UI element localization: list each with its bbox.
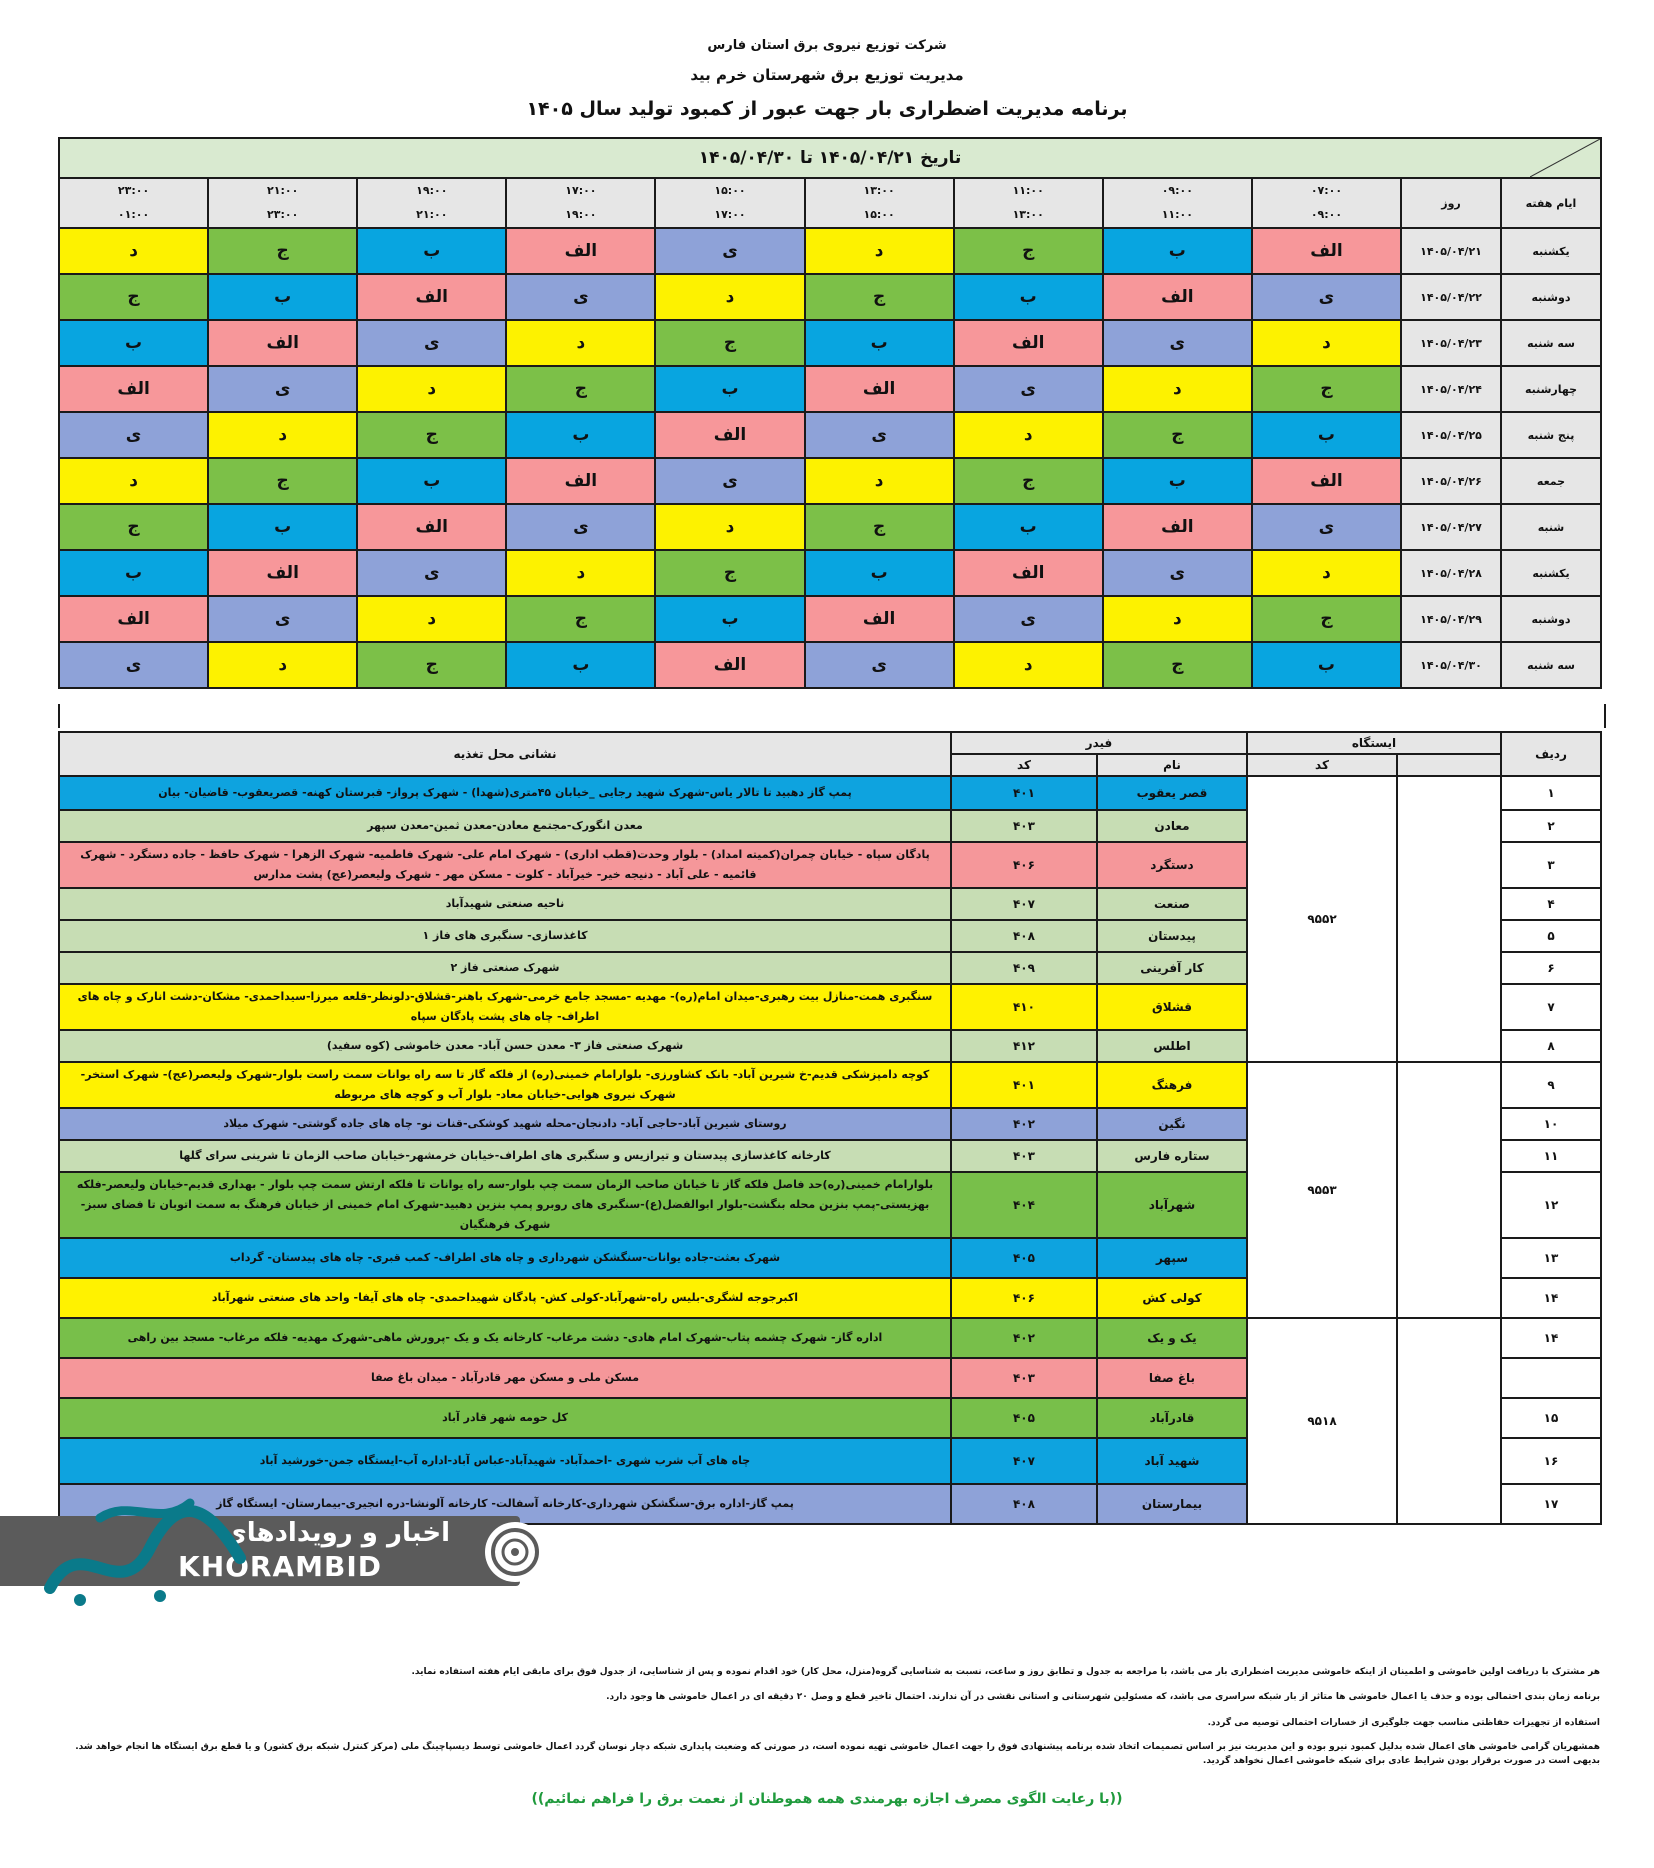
group-cell: ج [1252, 596, 1401, 642]
group-cell: ب [655, 596, 804, 642]
time-slot-header [655, 178, 804, 228]
feeder-code-cell: ۴۰۱ [951, 1062, 1097, 1108]
col-station-code-header: کد [1247, 754, 1397, 776]
station-blank-cell [1397, 1062, 1501, 1318]
feeder-name-cell: شهید آباد [1097, 1438, 1247, 1484]
group-cell: الف [208, 320, 357, 366]
feeder-name-cell: پیدستان [1097, 920, 1247, 952]
group-cell: ب [59, 550, 208, 596]
khorambid-logo-icon [40, 1488, 250, 1608]
group-cell: الف [357, 274, 506, 320]
time-slot-from: ۲۱:۰۰ [267, 184, 299, 197]
group-cell: ی [954, 596, 1103, 642]
group-cell: الف [805, 366, 954, 412]
col-feeder-header: فیدر [951, 732, 1247, 754]
group-cell: ی [357, 320, 506, 366]
feeder-address-cell: شهرک صنعتی فاز ۲ [59, 952, 951, 984]
station-code-cell: ۹۵۵۳ [1247, 1062, 1397, 1318]
schedule-row [59, 274, 1601, 320]
schedule-row [59, 596, 1601, 642]
time-slot-header [1252, 178, 1401, 228]
group-cell: ج [1252, 366, 1401, 412]
time-slot-header [208, 178, 357, 228]
feeder-code-cell: ۴۰۱ [951, 776, 1097, 810]
feeder-address-cell: ناحیه صنعتی شهیدآباد [59, 888, 951, 920]
slogan: ((با رعایت الگوی مصرف اجازه بهرمندی همه هموطنان از نعمت برق را فراهم نمائیم)) [531, 1791, 1123, 1807]
feeder-name-cell: یک و یک [1097, 1318, 1247, 1358]
group-cell: ب [954, 504, 1103, 550]
group-cell: ج [59, 504, 208, 550]
weekday-cell: یکشنبه [1501, 228, 1601, 274]
row-number-cell: ۱۶ [1501, 1438, 1601, 1484]
weekday-cell: سه شنبه [1501, 642, 1601, 688]
time-slot-to: ۱۳:۰۰ [1012, 208, 1044, 221]
feeder-address-cell: کاغذسازی- سنگبری های فاز ۱ [59, 920, 951, 952]
group-cell: د [208, 412, 357, 458]
time-slot-to: ۰۹:۰۰ [1310, 208, 1343, 221]
date-cell: ۱۴۰۵/۰۴/۲۳ [1401, 320, 1501, 366]
group-cell: د [954, 412, 1103, 458]
time-slot-to: ۱۷:۰۰ [714, 208, 746, 221]
col-feeder-code-header: کد [951, 754, 1097, 776]
row-number-cell: ۱۲ [1501, 1172, 1601, 1238]
time-slot-header [1103, 178, 1252, 228]
group-cell: الف [805, 596, 954, 642]
watermark-fa-text: اخبار و رویدادهای [222, 1518, 450, 1548]
time-slot-header [59, 178, 208, 228]
group-cell: ب [805, 320, 954, 366]
feeder-row [59, 776, 1601, 810]
group-cell: ج [208, 458, 357, 504]
feeder-address-cell: سنگبری همت-منازل بیت رهبری-میدان امام(ره)- مهدیه -مسجد جامع خرمی-شهرک باهنر-قشلاق-دلونظر-قلعه میرزا-سیداحمدی- مشکان-دشت انارک و چاه های اطراف- چاه های پشت پادگان سپاه [59, 984, 951, 1030]
group-cell: ج [59, 274, 208, 320]
time-slot-to: ۲۳:۰۰ [267, 208, 299, 221]
group-cell: ی [805, 642, 954, 688]
group-cell: الف [954, 550, 1103, 596]
feeder-address-cell: روستای شیرین آباد-حاجی آباد- دادنجان-محله شهید کوشکی-قنات نو- چاه های جاده گوشتی- شهرک میلاد [59, 1108, 951, 1140]
group-cell: د [805, 458, 954, 504]
schedule-row [59, 550, 1601, 596]
feeder-address-cell: اکبرجوجه لشگری-بلیس راه-شهرآباد-کولی کش- پادگان شهیداحمدی- چاه های آیفا- واحد های صنعتی شهرآباد [59, 1278, 951, 1318]
row-number-cell: ۴ [1501, 888, 1601, 920]
group-cell: د [59, 228, 208, 274]
group-cell: ج [805, 504, 954, 550]
time-slot-to: ۱۱:۰۰ [1161, 208, 1193, 221]
group-cell: ب [506, 642, 655, 688]
row-number-cell: ۹ [1501, 1062, 1601, 1108]
feeder-address-cell: شهرک بعثت-جاده یوانات-سنگشکن شهرداری و چاه های اطراف- کمب قبری- چاه های پیدستان- گرداب [59, 1238, 951, 1278]
group-cell: د [1252, 320, 1401, 366]
feeder-code-cell: ۴۰۴ [951, 1172, 1097, 1238]
feeder-name-cell: کولی کش [1097, 1278, 1247, 1318]
feeder-code-cell: ۴۰۶ [951, 842, 1097, 888]
time-slot-from: ۱۷:۰۰ [565, 184, 597, 197]
col-station-header: ایستگاه [1247, 732, 1501, 754]
group-cell: د [655, 504, 804, 550]
feeder-table [58, 731, 1602, 1525]
feeder-name-cell: قادرآباد [1097, 1398, 1247, 1438]
feeder-name-cell: بیمارستان [1097, 1484, 1247, 1524]
col-address-header: نشانی محل تغذیه [59, 732, 951, 776]
group-cell: د [357, 366, 506, 412]
group-cell: ب [805, 550, 954, 596]
feeder-name-cell: سپهر [1097, 1238, 1247, 1278]
feeder-name-cell: صنعت [1097, 888, 1247, 920]
row-number-cell: ۸ [1501, 1030, 1601, 1062]
date-cell: ۱۴۰۵/۰۴/۲۸ [1401, 550, 1501, 596]
group-cell: ی [1103, 550, 1252, 596]
group-cell: الف [506, 228, 655, 274]
group-cell: ج [954, 458, 1103, 504]
feeder-name-cell: فرهنگ [1097, 1062, 1247, 1108]
feeder-code-cell: ۴۰۲ [951, 1318, 1097, 1358]
group-cell: ج [506, 596, 655, 642]
group-cell: ج [954, 228, 1103, 274]
feeder-name-cell: ستاره فارس [1097, 1140, 1247, 1172]
feeder-name-cell: قشلاق [1097, 984, 1247, 1030]
group-cell: ب [1252, 412, 1401, 458]
outage-schedule-table [58, 137, 1602, 689]
col-station-blank [1397, 754, 1501, 776]
time-slot-from: ۲۳:۰۰ [117, 184, 150, 197]
group-cell: الف [655, 412, 804, 458]
station-code-cell: ۹۵۱۸ [1247, 1318, 1397, 1524]
group-cell: ی [1252, 504, 1401, 550]
feeder-address-cell: اداره گاز- شهرک چشمه پتاب-شهرک امام هادی- دشت مرغاب- کارخانه یک و یک -پرورش ماهی-شهرک مهدیه- فلکه مرغاب- مسجد بین راهی [59, 1318, 951, 1358]
group-cell: الف [357, 504, 506, 550]
feeder-name-cell: اطلس [1097, 1030, 1247, 1062]
time-slot-to: ۰۱:۰۰ [117, 208, 150, 221]
schedule-row [59, 642, 1601, 688]
feeder-row [59, 1318, 1601, 1358]
group-cell: ج [655, 320, 804, 366]
weekday-cell: پنج شنبه [1501, 412, 1601, 458]
row-number-cell: ۱۱ [1501, 1140, 1601, 1172]
group-cell: الف [1252, 228, 1401, 274]
date-range-text: تاریخ ۱۴۰۵/۰۴/۲۱ تا ۱۴۰۵/۰۴/۳۰ [698, 148, 962, 168]
feeder-name-cell: کار آفرینی [1097, 952, 1247, 984]
group-cell: د [357, 596, 506, 642]
schedule-row [59, 458, 1601, 504]
feeder-address-cell: چاه های آب شرب شهری -احمدآباد- شهیدآباد-عباس آباد-اداره آب-ایستگاه جمن-خورشید آباد [59, 1438, 951, 1484]
group-cell: ب [208, 504, 357, 550]
group-cell: ی [954, 366, 1103, 412]
time-slot-header [506, 178, 655, 228]
group-cell: د [1103, 596, 1252, 642]
watermark-en-text: KHORAMBID [178, 1550, 383, 1583]
group-cell: ب [506, 412, 655, 458]
group-cell: ی [655, 458, 804, 504]
weekday-cell: شنبه [1501, 504, 1601, 550]
station-blank-cell [1397, 1318, 1501, 1524]
group-cell: الف [1103, 504, 1252, 550]
col-date-header: روز [1401, 178, 1501, 228]
row-number-cell: ۱۰ [1501, 1108, 1601, 1140]
feeder-name-cell: قصر یعقوب [1097, 776, 1247, 810]
feeder-address-cell: پادگان سپاه - خیابان چمران(کمیته امداد) - بلوار وحدت(قطب اداری) - شهرک امام علی- شهرک فاطمیه- شهرک الزهرا - شهرک حافظ - جاده دستگرد - شهرک قائمیه - علی آباد - دنیجه خیر- خیرآباد - کلوت - مسکن مهر - شهرک ولیعصر(عج) پشت مدارس [59, 842, 951, 888]
group-cell: د [59, 458, 208, 504]
feeder-name-cell: باغ صفا [1097, 1358, 1247, 1398]
group-cell: د [1252, 550, 1401, 596]
col-feeder-name-header: نام [1097, 754, 1247, 776]
weekday-cell: سه شنبه [1501, 320, 1601, 366]
schedule-row [59, 228, 1601, 274]
feeder-name-cell: نگین [1097, 1108, 1247, 1140]
feeder-code-cell: ۴۰۳ [951, 1358, 1097, 1398]
weekday-cell: یکشنبه [1501, 550, 1601, 596]
group-cell: د [655, 274, 804, 320]
date-cell: ۱۴۰۵/۰۴/۲۹ [1401, 596, 1501, 642]
group-cell: ی [805, 412, 954, 458]
row-number-cell: ۶ [1501, 952, 1601, 984]
group-cell: ج [655, 550, 804, 596]
date-cell: ۱۴۰۵/۰۴/۲۴ [1401, 366, 1501, 412]
group-cell: ی [506, 274, 655, 320]
group-cell: الف [59, 596, 208, 642]
time-slot-from: ۱۱:۰۰ [1012, 184, 1044, 197]
group-cell: ب [59, 320, 208, 366]
group-cell: ب [208, 274, 357, 320]
feeder-address-cell: کوچه دامپزشکی قدیم-خ شیرین آباد- بانک کشاورزی- بلوارامام خمینی(ره) از فلکه گاز تا سه راه یوانات سمت راست بلوار-شهرک ولیعصر(عج)- شهرک استخر-شهرک نیروی هوایی-خیابان معاد- بلوار آب و کوچه های مربوطه [59, 1062, 951, 1108]
group-cell: الف [208, 550, 357, 596]
row-number-cell: ۱ [1501, 776, 1601, 810]
row-number-cell: ۱۴ [1501, 1318, 1601, 1358]
group-cell: ی [1252, 274, 1401, 320]
time-slot-from: ۱۵:۰۰ [714, 184, 746, 197]
date-cell: ۱۴۰۵/۰۴/۲۲ [1401, 274, 1501, 320]
group-cell: ب [357, 228, 506, 274]
group-cell: ی [506, 504, 655, 550]
group-cell: د [506, 550, 655, 596]
feeder-row [59, 1062, 1601, 1108]
watermark [0, 1508, 560, 1588]
group-cell: ب [655, 366, 804, 412]
time-slot-header [357, 178, 506, 228]
group-cell: الف [1252, 458, 1401, 504]
weekday-cell: دوشنبه [1501, 274, 1601, 320]
corner-diagonal-icon [1530, 139, 1600, 177]
office-name: مدیریت توزیع برق شهرستان خرم بید [690, 66, 964, 84]
group-cell: الف [1103, 274, 1252, 320]
feeder-code-cell: ۴۰۷ [951, 888, 1097, 920]
row-number-cell: ۱۷ [1501, 1484, 1601, 1524]
feeder-code-cell: ۴۰۸ [951, 920, 1097, 952]
row-number-cell: ۱۴ [1501, 1278, 1601, 1318]
col-weekday-header: ایام هفته [1501, 178, 1601, 228]
time-slot-header [954, 178, 1103, 228]
feeder-code-cell: ۴۱۲ [951, 1030, 1097, 1062]
weekday-cell: چهارشنبه [1501, 366, 1601, 412]
group-cell: ب [954, 274, 1103, 320]
note-2: برنامه زمان بندی احتمالی بوده و حذف یا اعمال خاموشی ها متاثر از بار شبکه سراسری می باشد، که مسئولین شهرستانی و استانی نقشی در آن ندارند. احتمال تاخیر قطع و وصل ۲۰ دقیقه ای در اعمال خاموشی ها وجود دارد. [606, 1692, 1600, 1702]
row-number-cell: ۱۵ [1501, 1398, 1601, 1438]
col-row-header: ردیف [1501, 732, 1601, 776]
group-cell: ب [1252, 642, 1401, 688]
table-gap [58, 704, 1606, 728]
time-slot-from: ۱۳:۰۰ [863, 184, 895, 197]
row-number-cell: ۲ [1501, 810, 1601, 842]
station-blank-cell [1397, 776, 1501, 1062]
schedule-row [59, 320, 1601, 366]
group-cell: ج [805, 274, 954, 320]
group-cell: د [954, 642, 1103, 688]
row-number-cell [1501, 1358, 1601, 1398]
group-cell: ج [357, 412, 506, 458]
feeder-address-cell: پمپ گاز دهبید تا تالار یاس-شهرک شهید رجایی _خیابان ۴۵متری(شهدا) - شهرک پرواز- قبرستان کهنه- قصریعقوب- قاضیان- بیان [59, 776, 951, 810]
time-slot-from: ۱۹:۰۰ [416, 184, 448, 197]
schedule-row [59, 412, 1601, 458]
group-cell: ی [357, 550, 506, 596]
date-cell: ۱۴۰۵/۰۴/۲۶ [1401, 458, 1501, 504]
group-cell: ج [208, 228, 357, 274]
group-cell: ب [1103, 228, 1252, 274]
time-slot-from: ۰۹:۰۰ [1161, 184, 1193, 197]
ornament-icon [480, 1514, 550, 1590]
group-cell: الف [954, 320, 1103, 366]
group-cell: ج [1103, 412, 1252, 458]
feeder-code-cell: ۴۰۵ [951, 1238, 1097, 1278]
document-title: برنامه مدیریت اضطراری بار جهت عبور از کمبود تولید سال ۱۴۰۵ [526, 98, 1128, 120]
feeder-code-cell: ۴۰۳ [951, 1140, 1097, 1172]
feeder-code-cell: ۴۰۶ [951, 1278, 1097, 1318]
row-number-cell: ۱۳ [1501, 1238, 1601, 1278]
group-cell: ج [357, 642, 506, 688]
time-slot-to: ۱۹:۰۰ [565, 208, 597, 221]
group-cell: الف [655, 642, 804, 688]
group-cell: ج [1103, 642, 1252, 688]
note-1: هر مشترک با دریافت اولین خاموشی و اطمینان از اینکه خاموشی مدیریت اضطراری بار می باشد، با مراجعه به جدول و تطابق روز و ساعت، نسبت به شناسایی گروه(منزل، محل کار) خود اقدام نموده و پس از شناسایی، از جدول فوق برای مابقی ایام هفته استفاده نماید. [411, 1667, 1600, 1677]
group-cell: ج [506, 366, 655, 412]
feeder-address-cell: بلوارامام خمینی(ره)حد فاصل فلکه گاز تا خیابان صاحب الزمان سمت چپ بلوار-سه راه یوانات تا فلکه ارتش سمت چپ بلوار - بهداری قدیم-خیابان ولیعصر-فلکه بهزیستی-پمپ بنزین محله بنگشت-بلوار ابوالفضل(ع)-سنگبری های روبرو پمپ بنزین دهبید-شهرک امام خمینی از خیابان فرهنگ به سمت اتوبان تا فضای سبز-شهرک فرهنگیان [59, 1172, 951, 1238]
time-slot-to: ۱۵:۰۰ [863, 208, 895, 221]
feeder-name-cell: شهرآباد [1097, 1172, 1247, 1238]
date-cell: ۱۴۰۵/۰۴/۲۱ [1401, 228, 1501, 274]
group-cell: ی [208, 366, 357, 412]
row-number-cell: ۷ [1501, 984, 1601, 1030]
group-cell: د [506, 320, 655, 366]
weekday-cell: دوشنبه [1501, 596, 1601, 642]
feeder-code-cell: ۴۰۵ [951, 1398, 1097, 1438]
group-cell: ی [208, 596, 357, 642]
feeder-address-cell: کل حومه شهر قادر آباد [59, 1398, 951, 1438]
schedule-row [59, 504, 1601, 550]
date-cell: ۱۴۰۵/۰۴/۲۵ [1401, 412, 1501, 458]
feeder-address-cell: مسکن ملی و مسکن مهر قادرآباد - میدان باغ صفا [59, 1358, 951, 1398]
group-cell: ب [357, 458, 506, 504]
schedule-row [59, 366, 1601, 412]
feeder-name-cell: دستگرد [1097, 842, 1247, 888]
feeder-code-cell: ۴۰۸ [951, 1484, 1097, 1524]
date-range [59, 138, 1601, 178]
group-cell: ی [59, 642, 208, 688]
feeder-code-cell: ۴۰۳ [951, 810, 1097, 842]
row-number-cell: ۵ [1501, 920, 1601, 952]
group-cell: د [208, 642, 357, 688]
group-cell: د [1103, 366, 1252, 412]
group-cell: الف [59, 366, 208, 412]
station-code-cell: ۹۵۵۲ [1247, 776, 1397, 1062]
feeder-code-cell: ۴۱۰ [951, 984, 1097, 1030]
feeder-name-cell: معادن [1097, 810, 1247, 842]
group-cell: ی [59, 412, 208, 458]
date-cell: ۱۴۰۵/۰۴/۳۰ [1401, 642, 1501, 688]
note-3: استفاده از تجهیزات حفاظتی مناسب جهت جلوگیری از خسارات احتمالی توصیه می گردد. [1207, 1718, 1600, 1728]
feeder-address-cell: کارخانه کاغذسازی پیدستان و تیرازیس و سنگبری های اطراف-خیابان خرمشهر-خیابان صاحب الزمان تا شرینی سرای گلها [59, 1140, 951, 1172]
feeder-code-cell: ۴۰۲ [951, 1108, 1097, 1140]
group-cell: د [805, 228, 954, 274]
feeder-code-cell: ۴۰۹ [951, 952, 1097, 984]
note-4: همشهریان گرامی خاموشی های اعمال شده بدلیل کمبود نیرو بوده و این مدیریت نیز بر اساس تصمیمات اتخاذ شده برنامه پیشنهادی فوق را جهت اعمال خاموشی تهیه نموده است، در صورتی که وضعیت پایداری شبکه دچار نوسان گردد اعمال خاموشی توسط دیسپاچینگ ملی (مرکز کنترل شبکه برق کشور) و یا قطع برق ایستگاه ها انجام خواهد شد. بدیهی است در صورت برقرار بودن شرایط عادی برای شبکه خاموشی اعمال نخواهد گردید. [75, 1742, 1600, 1766]
group-cell: ب [1103, 458, 1252, 504]
group-cell: ی [1103, 320, 1252, 366]
time-slot-to: ۲۱:۰۰ [416, 208, 448, 221]
feeder-address-cell: شهرک صنعتی فاز ۳- معدن حسن آباد- معدن خاموشی (کوه سفید) [59, 1030, 951, 1062]
feeder-code-cell: ۴۰۷ [951, 1438, 1097, 1484]
company-name: شرکت توزیع نیروی برق استان فارس [707, 38, 947, 53]
group-cell: ی [655, 228, 804, 274]
row-number-cell: ۳ [1501, 842, 1601, 888]
date-cell: ۱۴۰۵/۰۴/۲۷ [1401, 504, 1501, 550]
feeder-address-cell: معدن انگورک-مجتمع معادن-معدن ثمین-معدن سپهر [59, 810, 951, 842]
group-cell: الف [506, 458, 655, 504]
time-slot-header [805, 178, 954, 228]
time-slot-from: ۰۷:۰۰ [1310, 184, 1343, 197]
feeder-address-cell: پمپ گاز-اداره برق-سنگشکن شهرداری-کارخانه آسفالت- کارخانه آلونشا-دره انجیری-بیمارستان- ایستگاه گاز [59, 1484, 951, 1524]
weekday-cell: جمعه [1501, 458, 1601, 504]
